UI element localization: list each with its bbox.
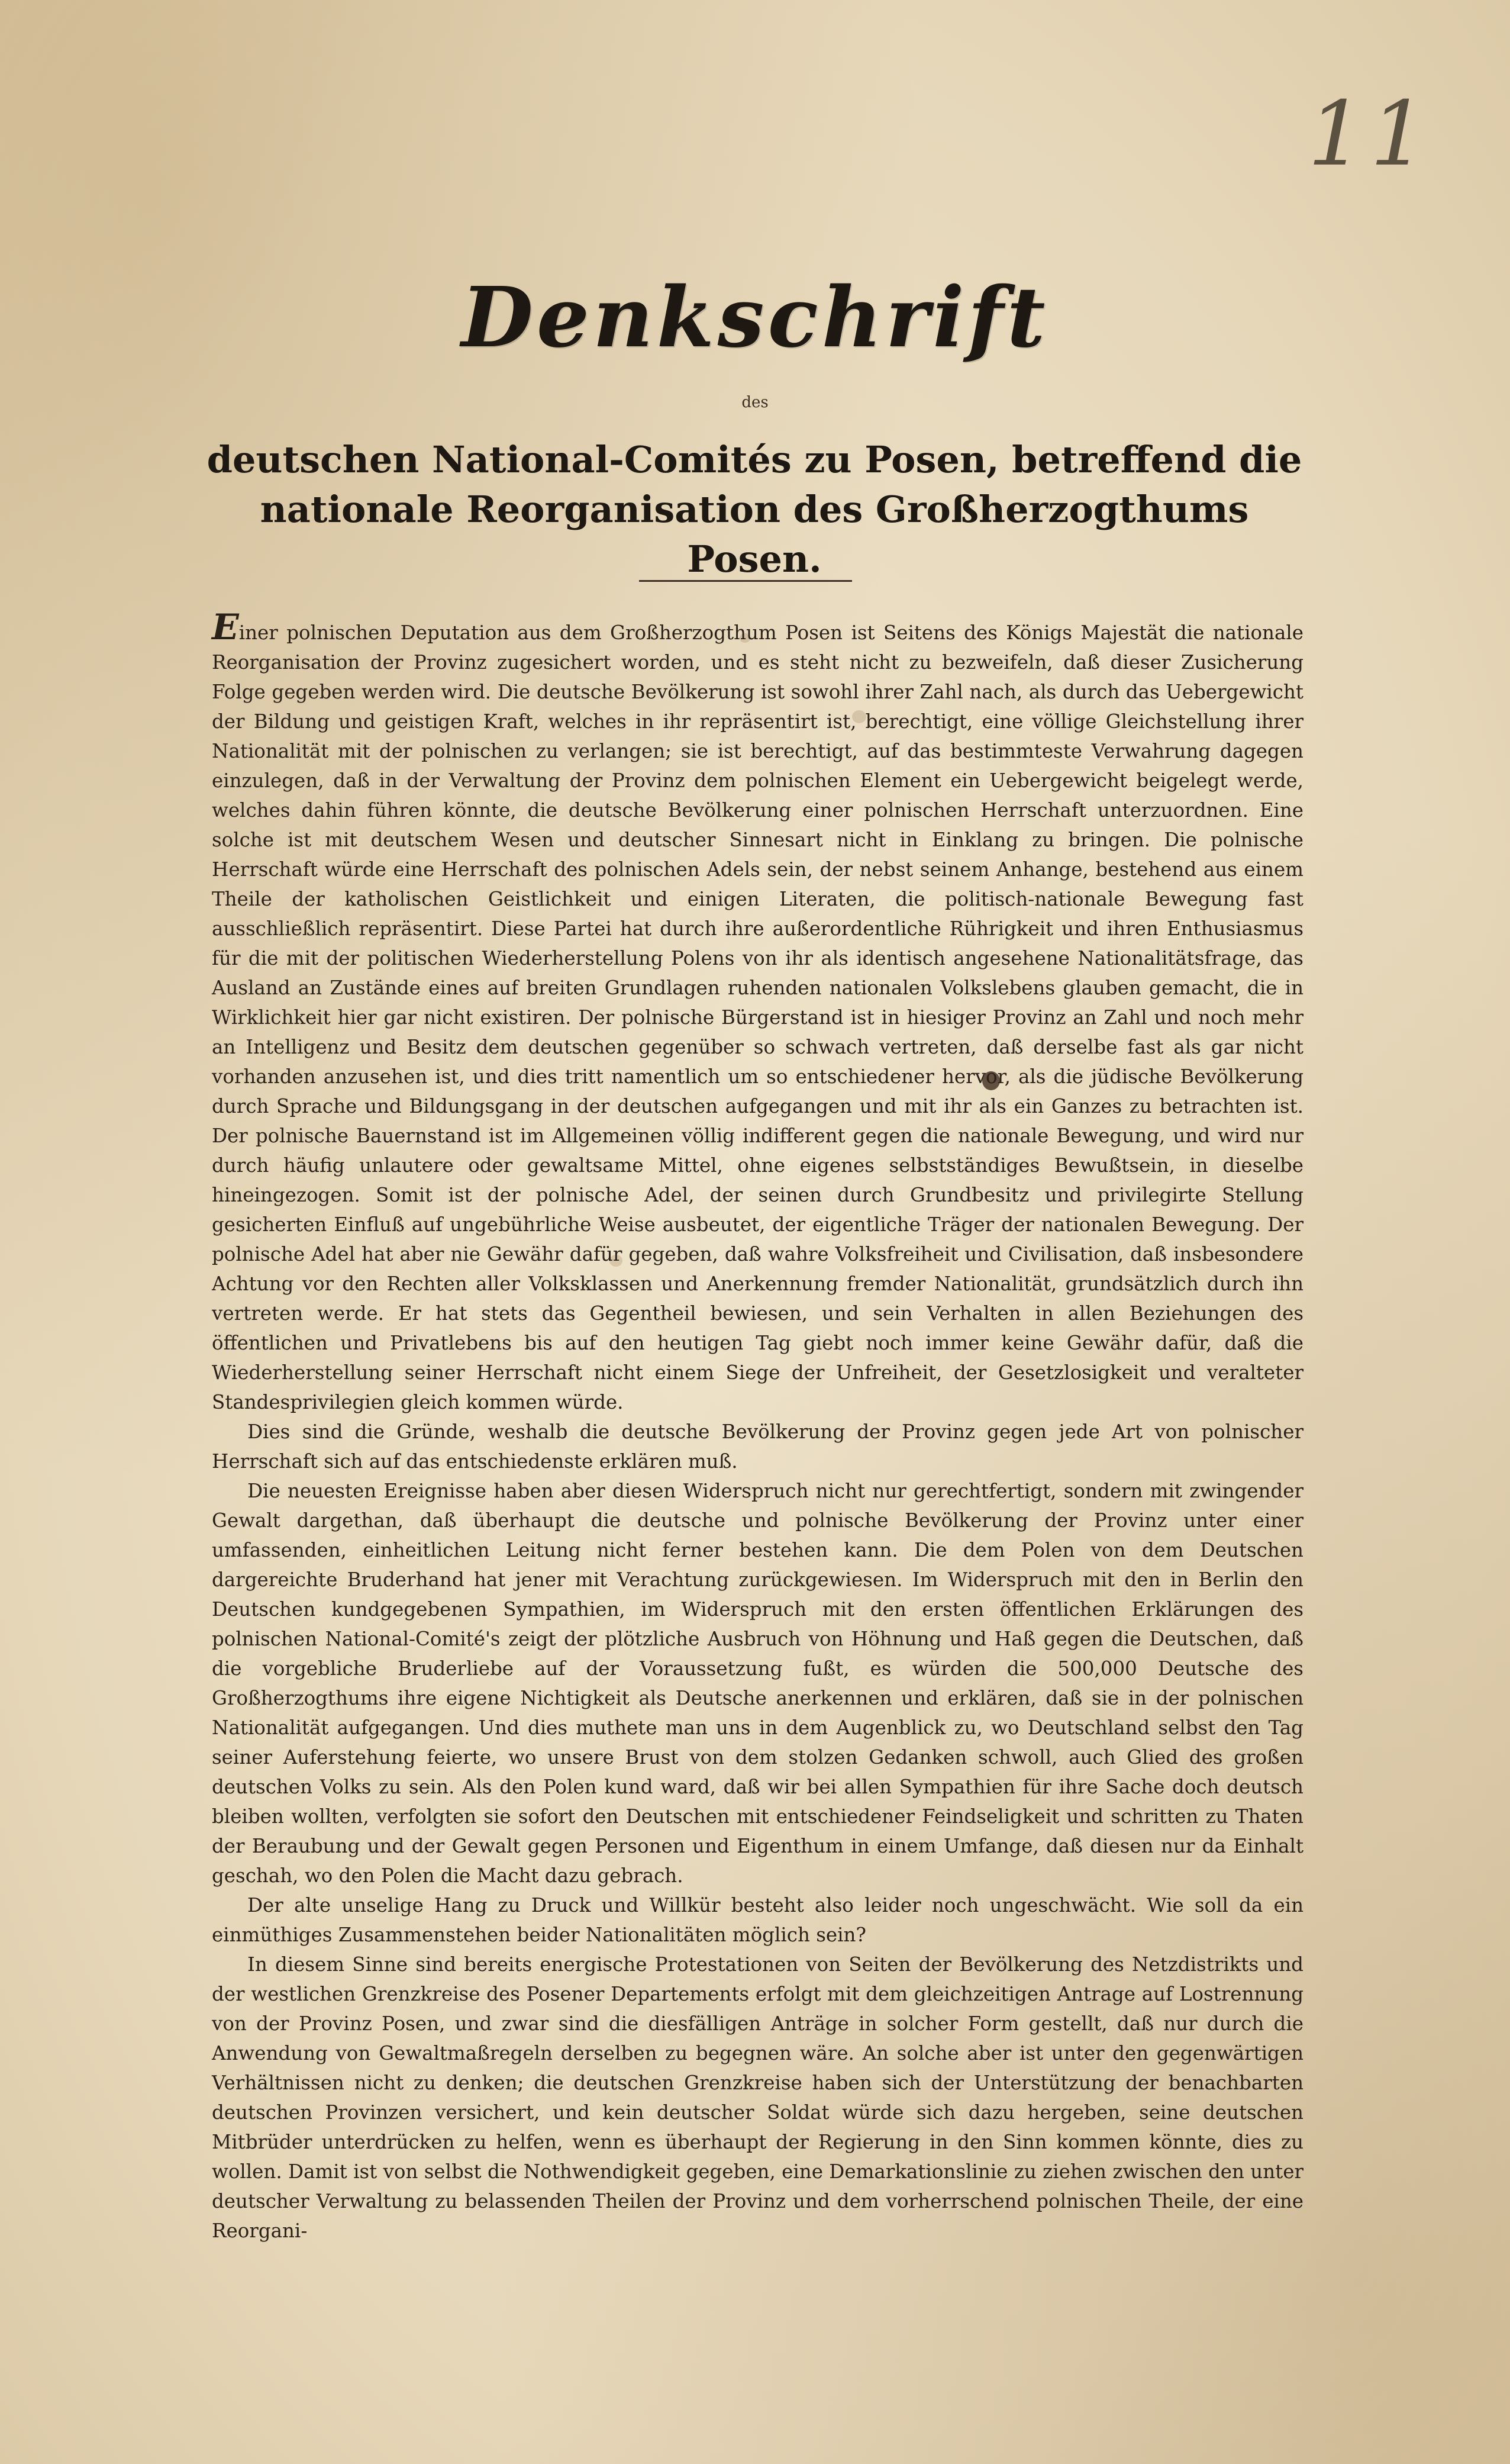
archive-mark: 11 xyxy=(1308,83,1432,186)
title-divider xyxy=(639,580,852,582)
title-connector: des xyxy=(741,394,769,411)
document-title: Denkschrift xyxy=(461,269,1049,366)
initial-letter: E xyxy=(212,607,239,648)
paragraph: Die neuesten Ereignisse haben aber diesen Widerspruch nicht nur gerechtfertigt, sondern mit zwingender Gewalt dargethan, daß überhaupt die deutsche und polnische Bevölkerung der Provinz unter einer umfassenden, einheitlichen Leitung nicht ferner bestehen kann. Die dem Polen von dem Deutschen dargereichte Bruderhand hat jener mit Verachtung zurückgewiesen. Im Widerspruch mit den in Berlin den Deutschen kundgegebenen Sympathien, im Widerspruch mit den ersten öffentlichen Erklärungen des polnischen National-Comité's zeigt der plötzliche Ausbruch von Höhnung und Haß gegen die Deutschen, daß die vorgebliche Bruderliebe auf der Voraussetzung fußt, es würden die 500,000 Deutsche des Großherzogthums ihre eigene Nichtigkeit als Deutsche anerkennen und erklären, daß sie in der polnischen Nationalität aufgegangen. Und dies muthete man uns in dem Augenblick zu, wo Deutschland selbst den Tag seiner Auferstehung feierte, wo unsere Brust von dem stolzen Gedanken schwoll, auch Glied des großen deutschen Volks zu sein. Als den Polen kund ward, daß wir bei allen Sympathien für ihre Sache doch deutsch bleiben wollten, verfolgten sie sofort den Deutschen mit entschiedener Feindseligkeit und schritten zu Thaten der Beraubung und der Gewalt gegen Personen und Eigenthum in einem Umfange, daß diesen nur da Einhalt geschah, wo den Polen die Macht dazu gebrach. xyxy=(212,1480,1303,1887)
paragraph: Dies sind die Gründe, weshalb die deutsche Bevölkerung der Provinz gegen jede Art von polnischer Herrschaft sich auf das entschiedenste erklären muß. xyxy=(212,1421,1303,1473)
paragraph: In diesem Sinne sind bereits energische Protestationen von Seiten der Bevölkerung des Netzdistrikts und der westlichen Grenzkreise des Posener Departements erfolgt mit dem gleichzeitigen Antrage auf Lostrennung von der Provinz Posen, und zwar sind die diesfälligen Anträge in solcher Form gestellt, daß nur durch die Anwendung von Gewaltmaßregeln derselben zu begegnen wäre. An solche aber ist unter den gegenwärtigen Verhältnissen nicht zu denken; die deutschen Grenzkreise haben sich der Unterstützung der benachbarten deutschen Provinzen versichert, und kein deutscher Soldat würde sich dazu hergeben, seine deutschen Mitbrüder unterdrücken zu helfen, wenn es überhaupt der Regierung in den Sinn kommen könnte, dies zu wollen. Damit ist von selbst die Nothwendigkeit gegeben, eine Demarkationslinie zu ziehen zwischen den unter deutscher Verwaltung zu belassenden Theilen der Provinz und dem vorherrschend polnischen Theile, der eine Reorgani- xyxy=(212,1953,1303,2242)
document-body xyxy=(212,607,1303,2246)
paragraph: Der alte unselige Hang zu Druck und Willkür besteht also leider noch ungeschwächt. Wie soll da ein einmüthiges Zusammenstehen beider Nationalitäten möglich sein? xyxy=(212,1894,1303,1946)
paragraph-text: iner polnischen Deputation aus dem Großherzogthum Posen ist Seitens des Königs Majestät die nationale Reorganisation der Provinz zugesichert worden, und es steht nicht zu bezweifeln, daß dieser Zusicherung Folge gegeben werden wird. Die deutsche Bevölkerung ist sowohl ihrer Zahl nach, als durch das Uebergewicht der Bildung und geistigen Kraft, welches in ihr repräsentirt ist, berechtigt, eine völlige Gleichstellung ihrer Nationalität mit der polnischen zu verlangen; sie ist berechtigt, auf das bestimmteste Verwahrung dagegen einzulegen, daß in der Verwaltung der Provinz dem polnischen Element ein Uebergewicht beigelegt werde, welches dahin führen könnte, die deutsche Bevölkerung einer polnischen Herrschaft unterzuordnen. Eine solche ist mit deutschem Wesen und deutscher Sinnesart nicht in Einklang zu bringen. Die polnische Herrschaft würde eine Herrschaft des polnischen Adels sein, der nebst seinem Anhange, bestehend aus einem Theile der katholischen Geistlichkeit und einigen Literaten, die politisch-nationale Bewegung fast ausschließlich repräsentirt. Diese Partei hat durch ihre außerordentliche Rührigkeit und ihren Enthusiasmus für die mit der politischen Wiederherstellung Polens von ihr als identisch angesehene Nationalitätsfrage, das Ausland an Zustände eines auf breiten Grundlagen ruhenden nationalen Volkslebens glauben gemacht, die in Wirklichkeit hier gar nicht existiren. Der polnische Bürgerstand ist in hiesiger Provinz an Zahl und noch mehr an Intelligenz und Besitz dem deutschen gegenüber so schwach vertreten, daß derselbe fast als gar nicht vorhanden anzusehen ist, und dies tritt namentlich um so entschiedener hervor, als die jüdische Bevölkerung durch Sprache und Bildungsgang in der deutschen aufgegangen und mit ihr als ein Ganzes zu betrachten ist. Der polnische Bauernstand ist im Allgemeinen völlig indifferent gegen die nationale Bewegung, und wird nur durch häufig unlautere oder gewaltsame Mittel, ohne eigenes selbstständiges Bewußtsein, in dieselbe hineingezogen. Somit ist der polnische Adel, der seinen durch Grundbesitz und privilegirte Stellung gesicherten Einfluß auf ungebührliche Weise ausbeutet, der eigentliche Träger der nationalen Bewegung. Der polnische Adel hat aber nie Gewähr dafür gegeben, daß wahre Volksfreiheit und Civilisation, daß insbesondere Achtung vor den Rechten aller Volksklassen und Anerkennung fremder Nationalität, grundsätzlich durch ihn vertreten werde. Er hat stets das Gegentheil bewiesen, und sein Verhalten in allen Beziehungen des öffentlichen und Privatlebens bis auf den heutigen Tag giebt noch immer keine Gewähr dafür, daß die Wiederherstellung seiner Herrschaft nicht einem Siege der Unfreiheit, der Gesetzlosigkeit und veralteter Standesprivilegien gleich kommen würde. xyxy=(212,621,1303,1413)
document-subtitle: deutschen National-Comités zu Posen, betreffend die nationale Reorganisation des Großherzogthums Posen. xyxy=(207,438,1302,581)
paragraph xyxy=(212,607,1303,1417)
